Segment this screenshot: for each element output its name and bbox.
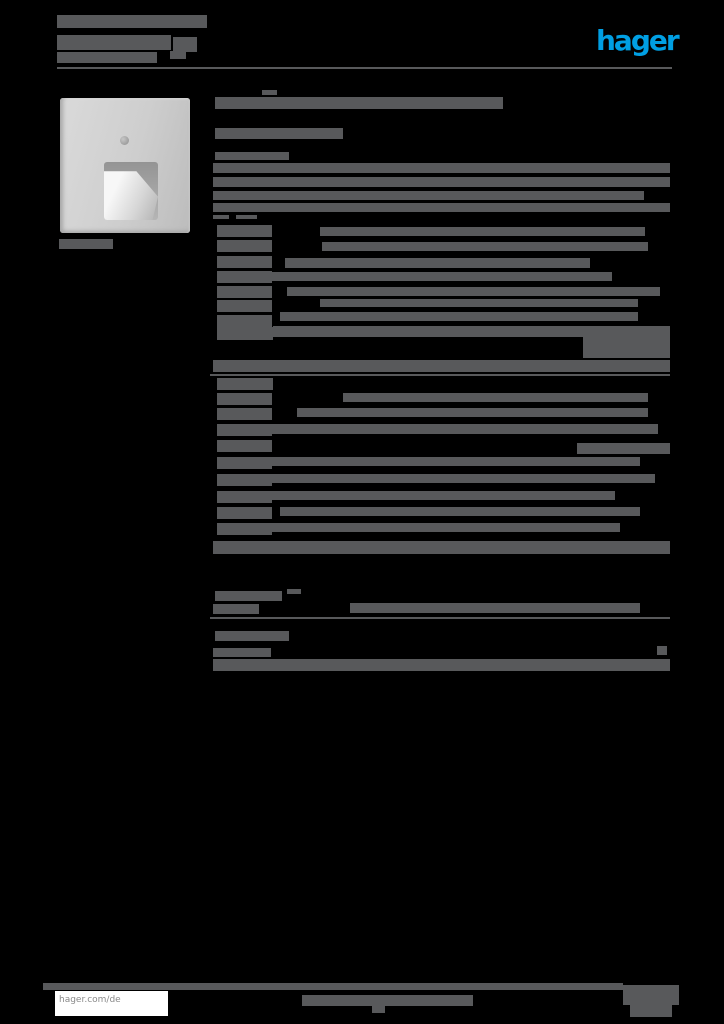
product-plate xyxy=(60,98,190,233)
specs-b-value-3 xyxy=(248,424,658,434)
section-d-wide-row xyxy=(213,659,670,671)
footer-url-box xyxy=(55,991,168,1016)
description-fragment-1 xyxy=(213,215,229,219)
specs-b-value-1 xyxy=(343,393,648,402)
footer-center-text-bar xyxy=(302,995,473,1006)
product-subtitle-bar xyxy=(215,128,343,139)
socket-flap xyxy=(104,171,158,220)
socket-opening xyxy=(104,162,158,220)
product-caption-bar xyxy=(59,239,113,249)
footer-strip xyxy=(43,983,623,990)
specs-b-value-2 xyxy=(297,408,648,417)
description-line-4 xyxy=(213,203,670,212)
footer-center-descender xyxy=(372,1006,385,1013)
specs-a-label-3 xyxy=(217,256,272,268)
specs-b-label-2 xyxy=(217,408,272,420)
section-d-label xyxy=(213,648,271,657)
specs-a-label-4 xyxy=(217,271,272,283)
section-rule-a xyxy=(210,374,670,376)
specs-b-label-5 xyxy=(217,457,272,469)
specs-b-value-4-right xyxy=(577,443,670,454)
specs-a-value-6 xyxy=(320,299,638,307)
specs-a-wide-row xyxy=(213,360,670,372)
specs-b-label-4 xyxy=(217,440,272,452)
specs-a-value-2 xyxy=(322,242,648,251)
specs-a-value-5 xyxy=(287,287,660,296)
header-title-line-3-mark xyxy=(170,51,186,59)
section-rule-c xyxy=(210,617,670,619)
header-rule xyxy=(57,67,672,69)
specs-a-value-1 xyxy=(320,227,645,236)
specs-a-label-5 xyxy=(217,286,272,298)
section-c-value xyxy=(350,603,640,613)
description-line-3 xyxy=(213,191,644,200)
specs-b-label-1 xyxy=(217,393,272,405)
description-line-1 xyxy=(213,163,670,173)
specs-b-value-6 xyxy=(250,474,655,483)
specs-a-label-6 xyxy=(217,300,272,312)
header-title-line-1 xyxy=(57,15,207,28)
product-title-accent xyxy=(262,90,277,95)
specs-a-label-7 xyxy=(217,315,272,327)
description-heading-bar xyxy=(215,152,289,160)
specs-b-value-5 xyxy=(265,457,640,466)
hager-logo: hager xyxy=(596,24,678,57)
product-title-bar xyxy=(215,97,503,109)
section-c-heading-accent xyxy=(287,589,301,594)
specs-a-label-8 xyxy=(217,327,273,340)
header-title-line-2 xyxy=(57,35,171,50)
specs-b-wide-row xyxy=(213,541,670,554)
header-title-line-3 xyxy=(57,52,157,63)
footer-right-block-top xyxy=(623,985,679,1005)
specs-a-label-2 xyxy=(217,240,272,252)
product-image xyxy=(57,96,192,235)
description-fragment-2 xyxy=(236,215,257,219)
specs-a-label-1 xyxy=(217,225,272,237)
specs-b-value-8 xyxy=(280,507,640,516)
specs-b-value-9 xyxy=(260,523,620,532)
section-c-label xyxy=(213,604,259,614)
specs-b-label-7 xyxy=(217,491,272,503)
section-d-right-mark xyxy=(657,646,667,655)
specs-a-right-block xyxy=(583,336,670,358)
specs-b-value-7 xyxy=(272,491,615,500)
section-c-heading-1 xyxy=(215,591,282,601)
footer-right-block-bottom xyxy=(630,1005,672,1017)
footer-url-text: hager.com/de xyxy=(59,995,121,1005)
specs-b-label-8 xyxy=(217,507,272,519)
specs-a-value-3 xyxy=(285,258,590,268)
specs-a-value-4 xyxy=(270,272,612,281)
specs-a-value-7 xyxy=(280,312,638,321)
description-line-2 xyxy=(213,177,670,187)
specs-b-heading xyxy=(217,378,273,390)
screw-dot-icon xyxy=(120,136,129,145)
section-d-heading xyxy=(215,631,289,641)
header-title-line-2-mark xyxy=(173,37,197,52)
